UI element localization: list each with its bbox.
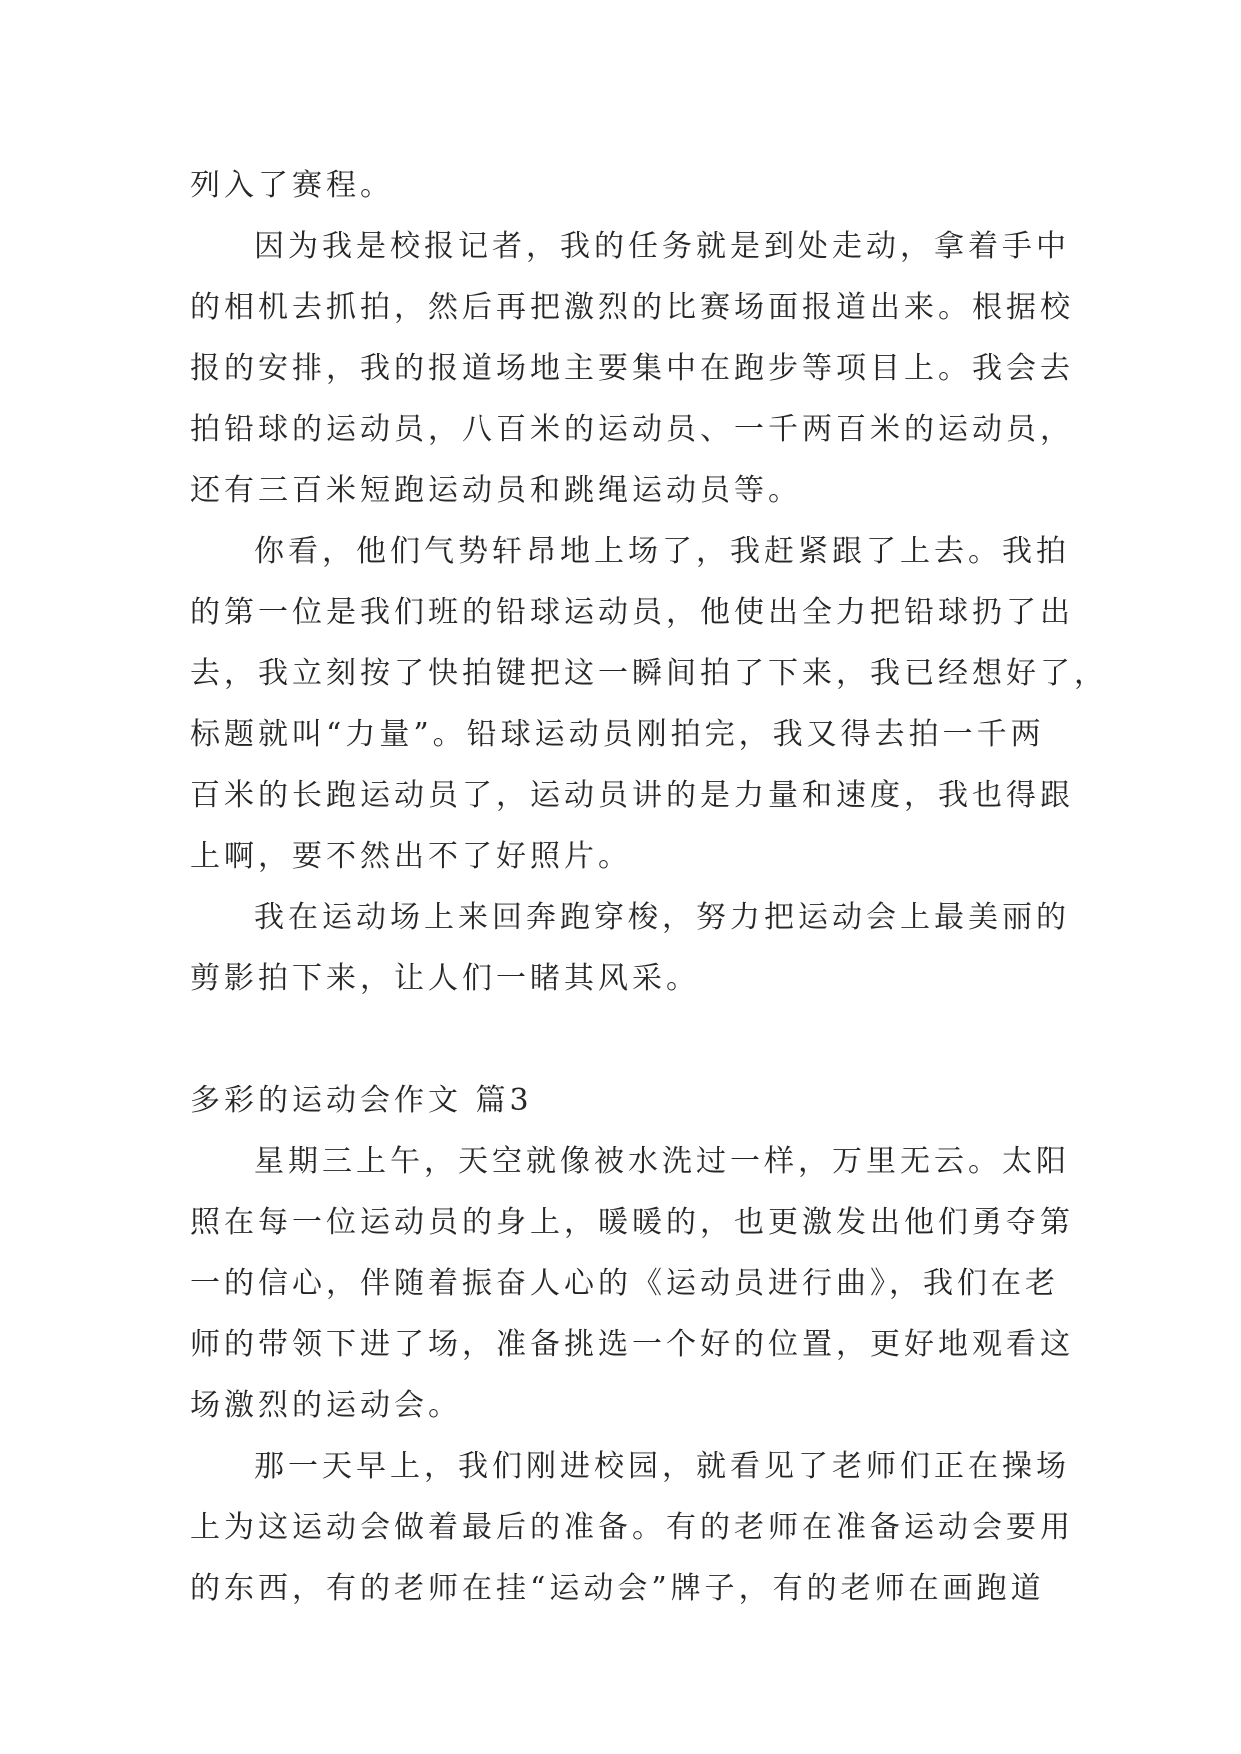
paragraph <box>190 521 1108 887</box>
paragraph <box>190 887 1070 1009</box>
text-line: 星期三上午，天空就像被水洗过一样，万里无云。太阳 <box>254 1144 1070 1179</box>
text-line: 剪影拍下来，让人们一睹其风采。 <box>190 961 700 996</box>
blank-line <box>190 1009 1060 1070</box>
text-line: 我在运动场上来回奔跑穿梭，努力把运动会上最美丽的 <box>254 900 1070 935</box>
document-body <box>190 155 1108 1619</box>
text-line: 去，我立刻按了快拍键把这一瞬间拍了下来，我已经想好了， <box>190 656 1108 691</box>
section-heading: 多彩的运动会作文 篇3 <box>190 1083 533 1118</box>
text-line: 的相机去抓拍，然后再把激烈的比赛场面报道出来。根据校 <box>190 290 1074 325</box>
text-line: 上为这运动会做着最后的准备。有的老师在准备运动会要用 <box>190 1510 1074 1545</box>
text-line: 的第一位是我们班的铅球运动员，他使出全力把铅球扔了出 <box>190 595 1074 630</box>
text-line: 列入了赛程。 <box>190 168 394 203</box>
paragraph <box>190 1131 1074 1436</box>
text-line: 照在每一位运动员的身上，暖暖的，也更激发出他们勇夺第 <box>190 1205 1074 1240</box>
text-line: 拍铅球的运动员，八百米的运动员、一千两百米的运动员， <box>190 412 1074 447</box>
paragraph <box>190 1436 1074 1619</box>
text-line: 师的带领下进了场，准备挑选一个好的位置，更好地观看这 <box>190 1327 1074 1362</box>
text-line: 一的信心，伴随着振奋人心的《运动员进行曲》，我们在老 <box>190 1266 1059 1301</box>
text-line: 那一天早上，我们刚进校园，就看见了老师们正在操场 <box>254 1449 1070 1484</box>
text-line: 场激烈的运动会。 <box>190 1388 462 1423</box>
text-line: 你看，他们气势轩昂地上场了，我赶紧跟了上去。我拍 <box>254 534 1070 569</box>
text-line: 因为我是校报记者，我的任务就是到处走动，拿着手中 <box>254 229 1070 264</box>
text-line: 上啊，要不然出不了好照片。 <box>190 839 632 874</box>
text-line: 百米的长跑运动员了，运动员讲的是力量和速度，我也得跟 <box>190 778 1074 813</box>
text-line: 标题就叫“力量”。铅球运动员刚拍完，我又得去拍一千两 <box>190 717 1045 752</box>
text-line: 还有三百米短跑运动员和跳绳运动员等。 <box>190 473 802 508</box>
text-line: 的东西，有的老师在挂“运动会”牌子，有的老师在画跑道 <box>190 1571 1045 1606</box>
paragraph <box>190 216 1074 521</box>
text-line: 报的安排，我的报道场地主要集中在跑步等项目上。我会去 <box>190 351 1074 386</box>
